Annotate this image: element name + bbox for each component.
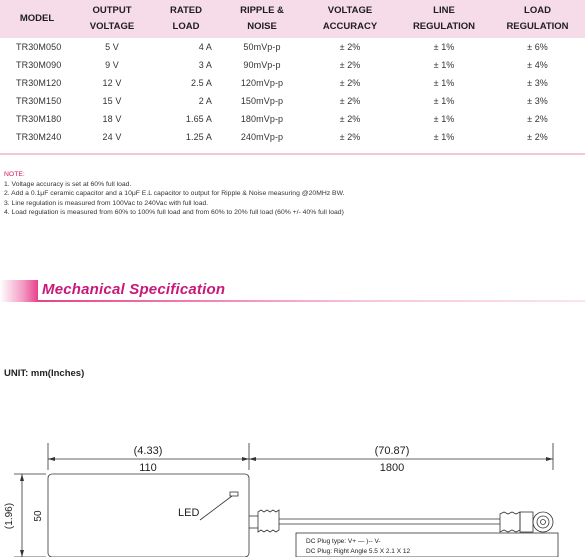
section-title: Mechanical Specification [42, 281, 226, 298]
cell-model: TR30M180 [0, 110, 74, 128]
cell-rated-load: 1.65 A [150, 110, 222, 128]
dim-cable-length-inch: (70.87) [374, 445, 410, 457]
cell-rated-load: 4 A [150, 38, 222, 56]
cell-line-regulation: ± 1% [398, 38, 490, 56]
strain-relief [258, 510, 279, 532]
cell-line-regulation: ± 1% [398, 128, 490, 146]
led-leader-line [200, 496, 232, 520]
note-item: 4. Load regulation is measured from 60% to 100% full load and from 60% to 20% full load (60% +/- 40% full load) [4, 209, 344, 217]
notes-title: NOTE: [4, 171, 25, 178]
cell-voltage-accuracy: ± 2% [302, 56, 398, 74]
section-underline [38, 300, 585, 302]
cell-rated-load: 3 A [150, 56, 222, 74]
led-label: LED [178, 507, 200, 519]
cell-load-regulation: ± 4% [490, 56, 585, 74]
table-row [0, 92, 585, 110]
table-row [0, 128, 585, 146]
dim-cable-length-mm: 1800 [379, 462, 405, 474]
cell-output-voltage: 18 V [74, 110, 150, 128]
cell-output-voltage: 9 V [74, 56, 150, 74]
col-header-load-regulation: LOAD REGULATION [490, 0, 585, 38]
col-header-voltage-accuracy: VOLTAGE ACCURACY [302, 0, 398, 38]
cell-load-regulation: ± 3% [490, 74, 585, 92]
plug-housing [520, 512, 533, 532]
cell-load-regulation: ± 2% [490, 110, 585, 128]
notes-block [4, 170, 345, 218]
cell-ripple-noise: 240mVp-p [222, 128, 302, 146]
cell-voltage-accuracy: ± 2% [302, 110, 398, 128]
cell-model: TR30M240 [0, 128, 74, 146]
table-header-row [0, 0, 585, 38]
cell-model: TR30M120 [0, 74, 74, 92]
note-item: 1. Voltage accuracy is set at 60% full load. [4, 180, 132, 188]
adapter-body [48, 474, 249, 557]
note-item: 3. Line regulation is measured from 100Vac to 240Vac with full load. [4, 199, 209, 207]
section-accent [0, 280, 38, 302]
cell-line-regulation: ± 1% [398, 110, 490, 128]
cell-output-voltage: 12 V [74, 74, 150, 92]
table-row [0, 38, 585, 56]
cell-rated-load: 1.25 A [150, 128, 222, 146]
cell-line-regulation: ± 1% [398, 92, 490, 110]
dim-body-width-mm: 110 [139, 462, 157, 474]
cell-load-regulation: ± 3% [490, 92, 585, 110]
cell-ripple-noise: 90mVp-p [222, 56, 302, 74]
col-header-output-voltage: OUTPUT VOLTAGE [74, 0, 150, 38]
table-row [0, 56, 585, 74]
cell-voltage-accuracy: ± 2% [302, 74, 398, 92]
cell-output-voltage: 24 V [74, 128, 150, 146]
table-bottom-rule [0, 153, 585, 155]
cell-ripple-noise: 150mVp-p [222, 92, 302, 110]
cell-load-regulation: ± 2% [490, 128, 585, 146]
output-spec-table [0, 0, 585, 146]
col-header-line-regulation: LINE REGULATION [398, 0, 490, 38]
cell-load-regulation: ± 6% [490, 38, 585, 56]
cell-ripple-noise: 180mVp-p [222, 110, 302, 128]
cell-rated-load: 2.5 A [150, 74, 222, 92]
cell-line-regulation: ± 1% [398, 74, 490, 92]
dim-height-mm: 50 [33, 510, 44, 522]
plug-desc-text: DC Plug: Right Angle 5.5 X 2.1 X 12 [306, 548, 411, 555]
cell-output-voltage: 15 V [74, 92, 150, 110]
col-header-ripple-noise: RIPPLE & NOISE [222, 0, 302, 38]
cell-rated-load: 2 A [150, 92, 222, 110]
dim-body-width-inch: (4.33) [133, 445, 163, 457]
col-header-model: MODEL [0, 0, 74, 38]
cell-ripple-noise: 120mVp-p [222, 74, 302, 92]
note-item: 2. Add a 0.1μF ceramic capacitor and a 10μF E.L capacitor to output for Ripple & Noise measuring @20MHz BW. [4, 190, 345, 198]
cell-model: TR30M050 [0, 38, 74, 56]
section-header [0, 280, 585, 302]
dc-plug [533, 512, 553, 532]
unit-label: UNIT: mm(Inches) [4, 368, 85, 379]
plug-relief [500, 512, 520, 532]
cell-voltage-accuracy: ± 2% [302, 38, 398, 56]
cell-voltage-accuracy: ± 2% [302, 128, 398, 146]
cell-ripple-noise: 50mVp-p [222, 38, 302, 56]
plug-type-text: DC Plug type: V+ — )-- V- [306, 538, 381, 545]
dim-height-inch: (1.96) [4, 502, 15, 530]
cell-model: TR30M150 [0, 92, 74, 110]
led-indicator [230, 492, 238, 496]
table-row [0, 110, 585, 128]
table-row [0, 74, 585, 92]
mechanical-drawing [0, 440, 585, 557]
cell-model: TR30M090 [0, 56, 74, 74]
cell-line-regulation: ± 1% [398, 56, 490, 74]
cell-voltage-accuracy: ± 2% [302, 92, 398, 110]
cell-output-voltage: 5 V [74, 38, 150, 56]
col-header-rated-load: RATED LOAD [150, 0, 222, 38]
